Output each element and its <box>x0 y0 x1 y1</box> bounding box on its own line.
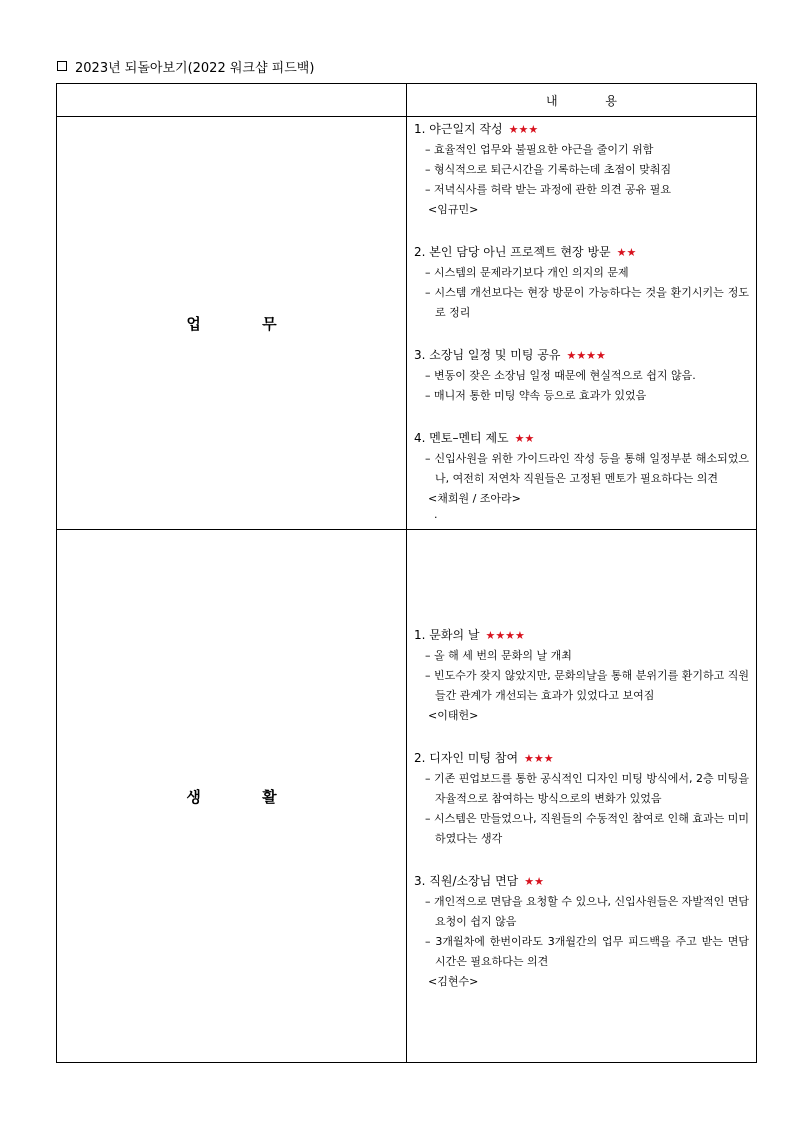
star-rating-icon: ★★★★ <box>566 349 606 362</box>
table-row-life <box>57 530 757 1063</box>
feedback-bullet: – 변동이 잦은 소장님 일정 때문에 현실적으로 쉽지 않음. <box>425 369 696 382</box>
feedback-item-heading <box>414 345 749 366</box>
feedback-bullet: – 기존 핀업보드를 통한 공식적인 디자인 미팅 방식에서, 2층 미팅을 자율적으로 참여하는 방식으로의 변화가 있었음 <box>425 772 749 805</box>
header-category-cell <box>57 84 407 117</box>
trailing-mark: . <box>434 508 438 521</box>
blank-space <box>407 530 756 623</box>
content-cell-life <box>407 530 757 1063</box>
feedback-author: <임규민> <box>428 203 479 216</box>
feedback-item-title: 4. 멘토–멘티 제도 <box>414 431 509 445</box>
feedback-bullet: – 신입사원을 위한 가이드라인 작성 등을 통해 일정부분 해소되었으나, 여전히 저연차 직원들은 고정된 멘토가 필요하다는 의견 <box>425 452 749 485</box>
feedback-bullet: – 매니저 통한 미팅 약속 등으로 효과가 있었음 <box>425 389 647 402</box>
feedback-item <box>414 625 749 726</box>
feedback-author: <채희원 / 조아라> <box>428 492 521 505</box>
document-title <box>57 57 314 76</box>
feedback-item <box>414 428 749 521</box>
feedback-bullet: – 올 해 세 번의 문화의 날 개최 <box>425 649 572 662</box>
feedback-bullet: – 효율적인 업무와 불필요한 야근을 줄이기 위함 <box>425 143 654 156</box>
feedback-item-title: 2. 디자인 미팅 참여 <box>414 751 519 765</box>
feedback-bullet: – 3개월차에 한번이라도 3개월간의 업무 피드백을 주고 받는 면담 시간은 필요하다는 의견 <box>425 935 749 968</box>
feedback-item-title: 2. 본인 담당 아닌 프로젝트 현장 방문 <box>414 245 611 259</box>
feedback-item-title: 3. 직원/소장님 면담 <box>414 874 519 888</box>
star-rating-icon: ★★★ <box>524 752 554 765</box>
content-life <box>407 623 756 992</box>
feedback-item <box>414 242 749 323</box>
feedback-item-heading <box>414 242 749 263</box>
content-work <box>407 117 756 521</box>
table-header-row <box>57 84 757 117</box>
feedback-bullet: – 빈도수가 잦지 않았지만, 문화의날을 통해 분위기를 환기하고 직원들간 관계가 개선되는 효과가 있었다고 보여짐 <box>425 669 749 702</box>
feedback-bullet: – 개인적으로 면담을 요청할 수 있으나, 신입사원들은 자발적인 면담 요청이 쉽지 않음 <box>425 895 749 928</box>
feedback-bullet: – 저녁식사를 허락 받는 과정에 관한 의견 공유 필요 <box>425 183 671 196</box>
checkbox-bullet-icon <box>57 61 67 71</box>
table-row-work <box>57 117 757 530</box>
feedback-item <box>414 119 749 220</box>
feedback-bullet: – 시스템 개선보다는 현장 방문이 가능하다는 것을 환기시키는 정도로 정리 <box>425 286 749 319</box>
feedback-item-title: 3. 소장님 일정 및 미팅 공유 <box>414 348 561 362</box>
feedback-author: <김현수> <box>428 975 479 988</box>
feedback-item <box>414 748 749 849</box>
category-work: 업 무 <box>57 117 407 530</box>
feedback-item-heading <box>414 119 749 140</box>
feedback-item <box>414 871 749 992</box>
star-rating-icon: ★★ <box>514 432 535 445</box>
document-title-text: 2023년 되돌아보기(2022 워크샵 피드백) <box>75 61 315 76</box>
feedback-bullet: – 시스템의 문제라기보다 개인 의지의 문제 <box>425 266 629 279</box>
category-life: 생 활 <box>57 530 407 1063</box>
star-rating-icon: ★★ <box>524 875 545 888</box>
star-rating-icon: ★★ <box>616 246 637 259</box>
header-content-cell: 내 용 <box>407 84 757 117</box>
content-cell-work <box>407 117 757 530</box>
feedback-item-title: 1. 야근일지 작성 <box>414 122 503 136</box>
feedback-table <box>56 83 757 1063</box>
feedback-item-heading <box>414 428 749 449</box>
feedback-bullet: – 형식적으로 퇴근시간을 기록하는데 초점이 맞춰짐 <box>425 163 672 176</box>
feedback-item-heading <box>414 748 749 769</box>
feedback-item <box>414 345 749 406</box>
feedback-bullet: – 시스템은 만들었으나, 직원들의 수동적인 참여로 인해 효과는 미미하였다는 생각 <box>425 812 749 845</box>
feedback-author: <이태헌> <box>428 709 479 722</box>
feedback-item-title: 1. 문화의 날 <box>414 628 480 642</box>
feedback-item-heading <box>414 625 749 646</box>
star-rating-icon: ★★★★ <box>485 629 525 642</box>
feedback-item-heading <box>414 871 749 892</box>
star-rating-icon: ★★★ <box>508 123 539 136</box>
